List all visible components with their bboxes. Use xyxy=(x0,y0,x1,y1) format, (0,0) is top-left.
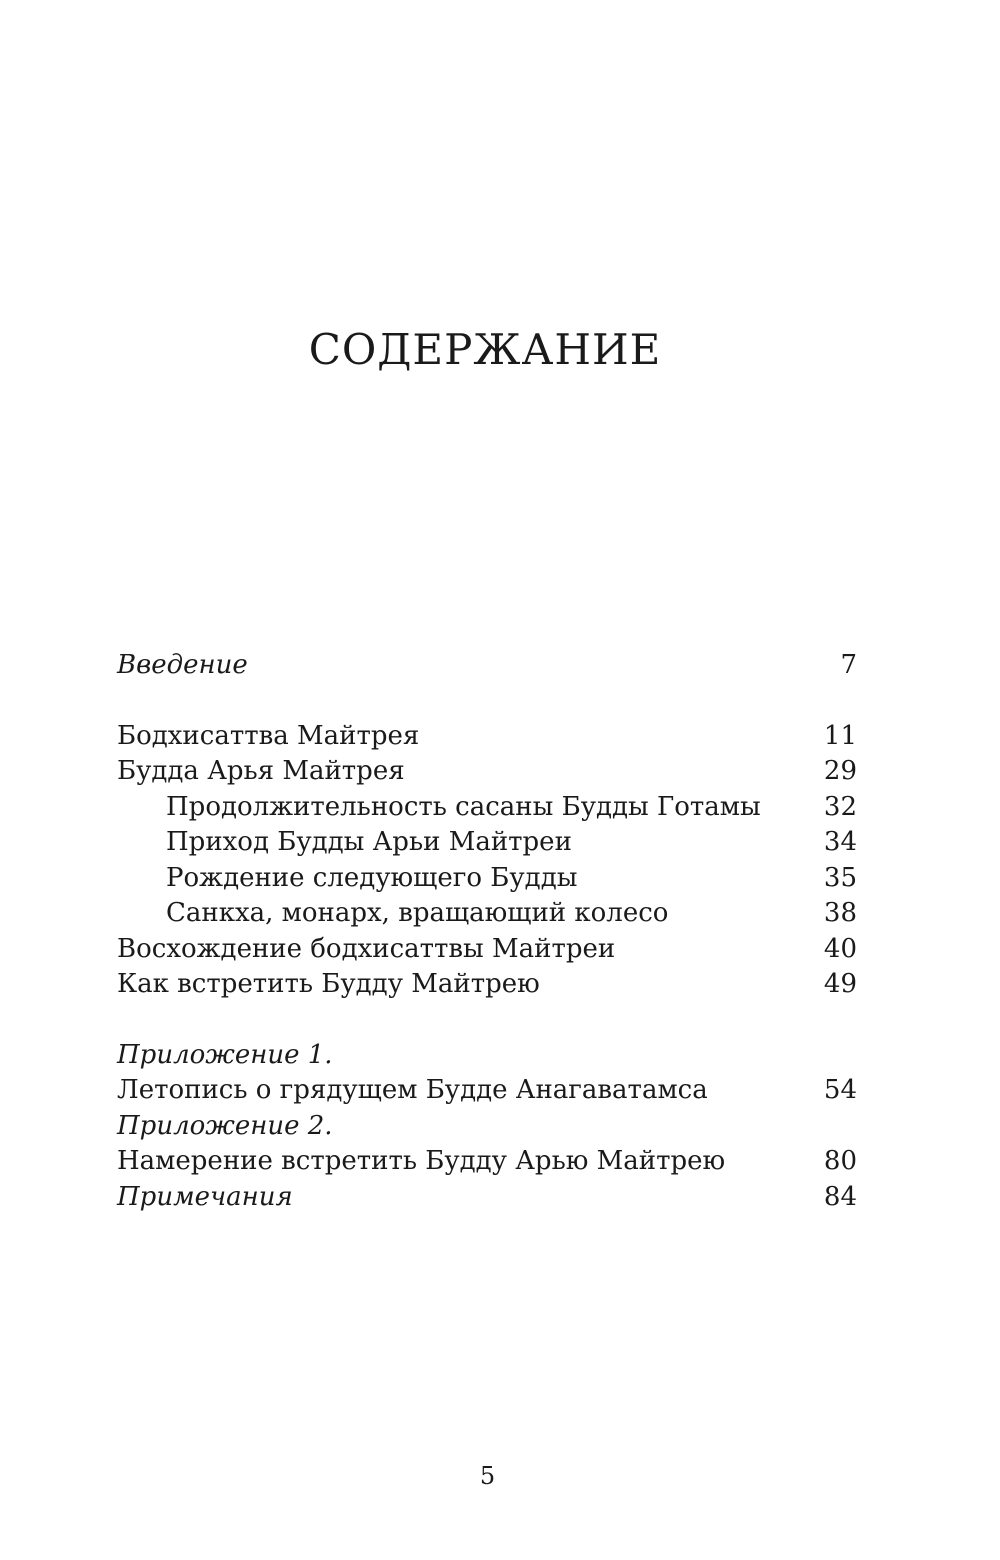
toc-entry-label: Рождение следующего Будды xyxy=(166,862,578,893)
toc-entry-page: 40 xyxy=(823,933,857,964)
toc-entry-bodhisattva-maitreya[interactable] xyxy=(117,719,857,755)
toc-entry-page: 80 xyxy=(823,1146,857,1176)
toc-entry-label: Приход Будды Арьи Майтреи xyxy=(166,827,572,857)
toc-entry-page: 29 xyxy=(823,756,857,786)
toc-entry-label: Как встретить Будду Майтрею xyxy=(117,969,540,999)
toc-entry-page: 35 xyxy=(823,862,857,893)
page-title: СОДЕРЖАНИЕ xyxy=(308,325,662,374)
toc-entry-page: 49 xyxy=(823,969,857,999)
toc-entry-label: Введение xyxy=(117,650,248,680)
toc-entry-page: 54 xyxy=(823,1075,857,1105)
toc-entry-label: Намерение встретить Будду Арью Майтрею xyxy=(117,1146,726,1176)
toc-entry-label: Будда Арья Майтрея xyxy=(117,756,405,786)
toc-entry-chronicle[interactable] xyxy=(117,1073,857,1109)
toc-entry-sankha-monarch[interactable] xyxy=(117,896,857,932)
toc-entry-ascension[interactable] xyxy=(117,932,857,968)
toc-entry-notes[interactable] xyxy=(117,1180,857,1216)
toc-entry-introduction[interactable] xyxy=(117,648,857,684)
toc-entry-buddha-arya-maitreya[interactable] xyxy=(117,754,857,790)
toc-entry-intention[interactable] xyxy=(117,1144,857,1180)
toc-entry-coming-of-buddha[interactable] xyxy=(117,825,857,861)
toc-entry-label: Санкха, монарх, вращающий колесо xyxy=(166,898,669,928)
toc-entry-label: Приложение 1. xyxy=(117,1039,333,1070)
toc-entry-appendix-2[interactable] xyxy=(117,1109,857,1145)
table-of-contents xyxy=(117,648,857,1215)
toc-entry-page: 32 xyxy=(823,791,857,822)
toc-entry-label: Восхождение бодхисаттвы Майтреи xyxy=(117,933,616,964)
toc-entry-label: Приложение 2. xyxy=(117,1110,333,1141)
toc-entry-page: 38 xyxy=(823,898,857,928)
toc-entry-page: 11 xyxy=(823,720,857,751)
toc-entry-label: Бодхисаттва Майтрея xyxy=(117,720,420,751)
toc-entry-label: Продолжительность сасаны Будды Готамы xyxy=(166,791,761,822)
toc-entry-page: 7 xyxy=(840,650,857,680)
toc-entry-appendix-1[interactable] xyxy=(117,1038,857,1074)
toc-entry-sasana-duration[interactable] xyxy=(117,790,857,826)
toc-entry-page: 34 xyxy=(823,827,857,857)
page-number: 5 xyxy=(479,1462,496,1490)
toc-entry-how-to-meet[interactable] xyxy=(117,967,857,1003)
toc-entry-birth-of-next-buddha[interactable] xyxy=(117,861,857,897)
toc-entry-page: 84 xyxy=(823,1181,857,1212)
toc-entry-label: Примечания xyxy=(117,1181,293,1212)
toc-entry-label: Летопись о грядущем Будде Анагаватамса xyxy=(117,1075,708,1105)
